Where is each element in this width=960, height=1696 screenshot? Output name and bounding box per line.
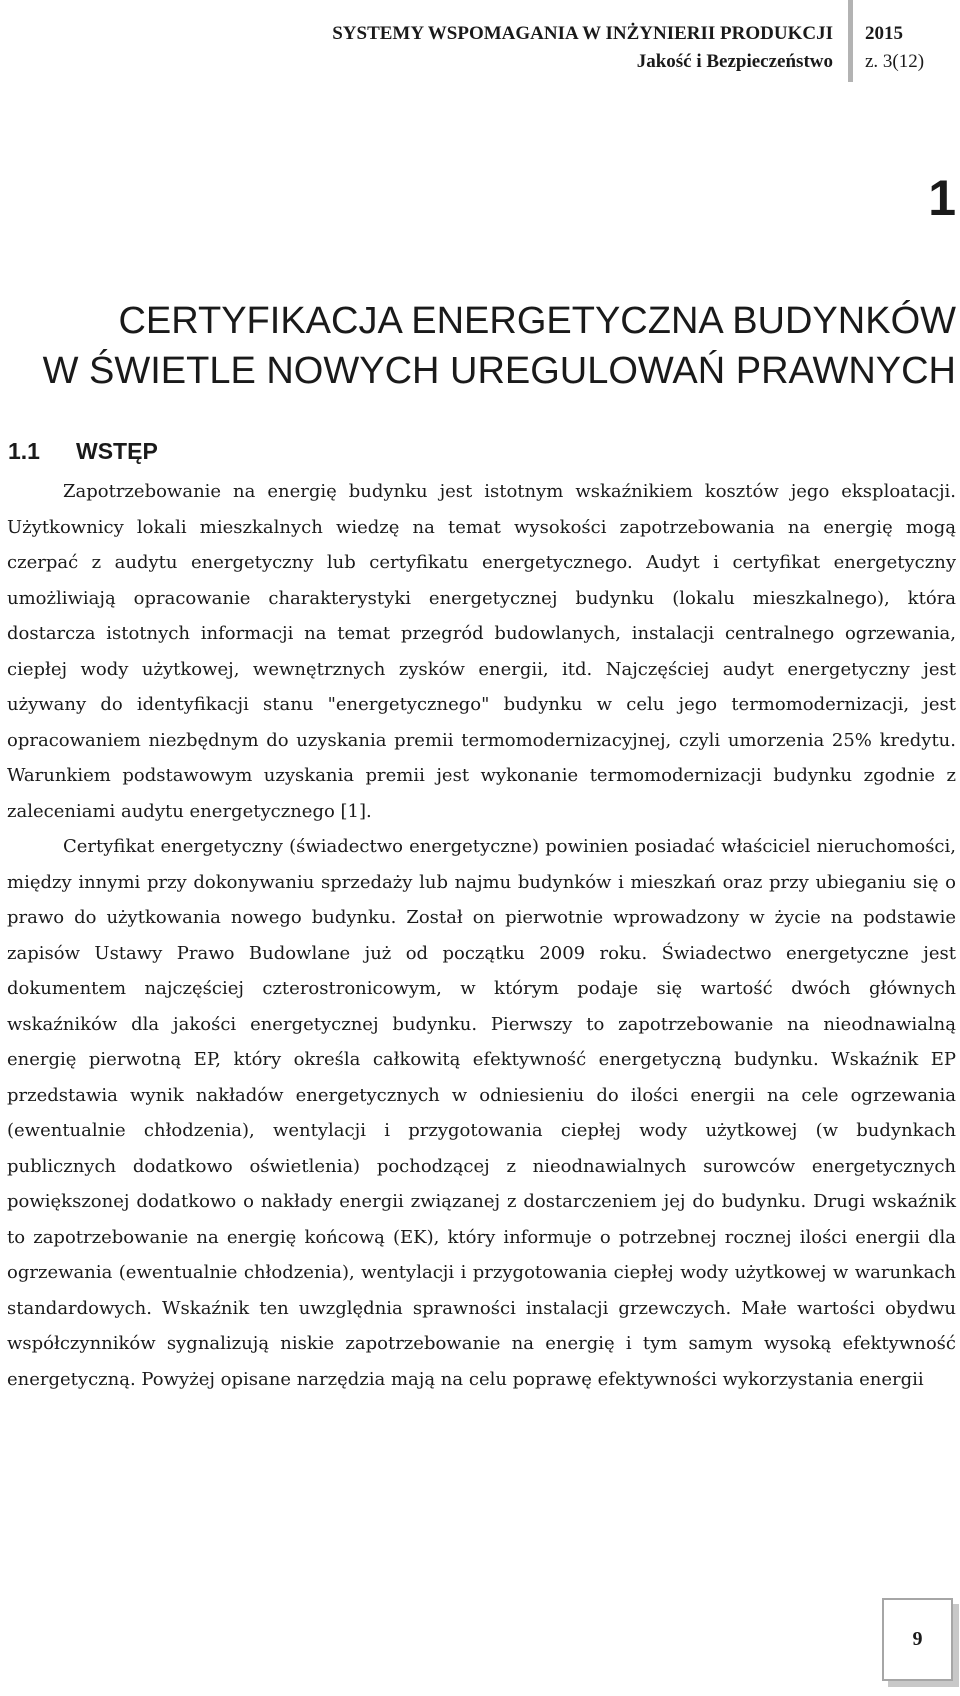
- body-text: [7, 474, 956, 1397]
- chapter-title-line-1: CERTYFIKACJA ENERGETYCZNA BUDYNKÓW: [118, 300, 956, 342]
- chapter-title-line-2: W ŚWIETLE NOWYCH UREGULOWAŃ PRAWNYCH: [42, 350, 956, 392]
- header-right: [865, 20, 955, 76]
- chapter-title: [43, 296, 956, 396]
- running-header: [0, 0, 960, 84]
- paragraph: Zapotrzebowanie na energię budynku jest istotnym wskaźnikiem kosztów jego eksploatacji. Użytkownicy lokali mieszkalnych wiedzę na temat wysokości zapotrzebowania na energię mogą czerpać z audytu energetyczny lub certyfikatu energetycznego. Audyt i certyfikat energetyczny umożliwiają opracowanie charakterystyki energetycznej budynku (lokalu mieszkalnego), która dostarcza istotnych informacji na temat przegród budowlanych, instalacji centralnego ogrzewania, ciepłej wody użytkowej, wewnętrznych zysków energii, itd. Najczęściej audyt energetyczny jest używany do identyfikacji stanu "energetycznego" budynku w celu jego termomodernizacji, jest opracowaniem niezbędnym do uzyskania premii termomodernizacyjnej, czyli umorzenia 25% kredytu. Warunkiem podstawowym uzyskania premii jest wykonanie termomodernizacji budynku zgodnie z zaleceniami audytu energetycznego [1].: [7, 481, 956, 822]
- header-divider: [848, 0, 853, 82]
- page-number: 9: [882, 1598, 953, 1681]
- section-number: 1.1: [8, 438, 40, 464]
- journal-subtitle: Jakość i Bezpieczeństwo: [636, 51, 833, 72]
- section-heading: [8, 436, 158, 466]
- header-left: [332, 20, 833, 76]
- section-title: WSTĘP: [76, 438, 158, 464]
- journal-title: SYSTEMY WSPOMAGANIA W INŻYNIERII PRODUKCJI: [332, 23, 833, 44]
- journal-year: 2015: [865, 23, 903, 44]
- journal-issue: z. 3(12): [865, 51, 925, 72]
- paragraph: Certyfikat energetyczny (świadectwo energetyczne) powinien posiadać właściciel nieruchomości, między innymi przy dokonywaniu sprzedaży lub najmu budynków i mieszkań oraz przy ubieganiu się o prawo do użytkowania nowego budynku. Został on pierwotnie wprowadzony w życie na podstawie zapisów Ustawy Prawo Budowlane już od początku 2009 roku. Świadectwo energetyczne jest dokumentem najczęściej czterostronicowym, w którym podaje się wartość dwóch głównych wskaźników dla jakości energetycznej budynku. Pierwszy to zapotrzebowanie na nieodnawialną energię pierwotną EP, który określa całkowitą efektywność energetyczną budynku. Wskaźnik EP przedstawia wynik nakładów energetycznych w odniesieniu do ilości energii na cele ogrzewania (ewentualnie chłodzenia), wentylacji i przygotowania ciepłej wody użytkowej (w budynkach publicznych dodatkowo oświetlenia) pochodzącej z nieodnawialnych surowców energetycznych powiększonej dodatkowo o nakłady energii związanej z dostarczeniem jej do budynku. Drugi wskaźnik to zapotrzebowanie na energię końcową (EK), który informuje o potrzebnej rocznej ilości energii dla ogrzewania (ewentualnie chłodzenia), wentylacji i przygotowania ciepłej wody użytkowej w warunkach standardowych. Wskaźnik ten uwzględnia sprawności instalacji grzewczych. Małe wartości obydwu współczynników sygnalizują niskie zapotrzebowanie na energię i tym samym wysoką efektywność energetyczną. Powyżej opisane narzędzia mają na celu poprawę efektywności wykorzystania energii: [7, 836, 956, 1390]
- chapter-number: 1: [928, 170, 956, 226]
